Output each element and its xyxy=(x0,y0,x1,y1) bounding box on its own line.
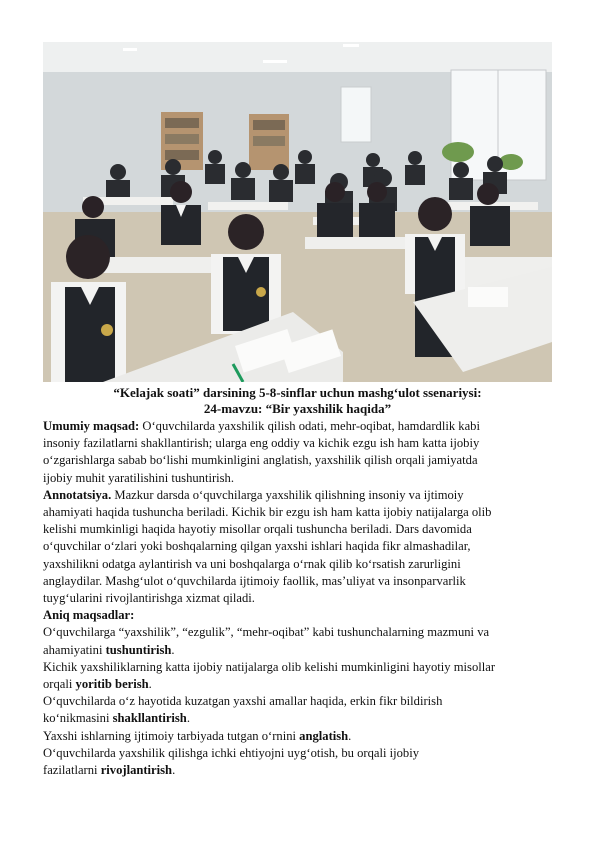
annotation-text: o‘quvchilar o‘zlari yoki boshqalarning qilgan yaxshi ishlari haqida fikr almashadilar, xyxy=(43,539,471,554)
annotation-paragraph xyxy=(43,487,555,504)
goal-text: O‘quvchilarda yaxshilik qilish odati, mehr-oqibat, hamdardlik kabi xyxy=(139,419,480,433)
goal-text: ijobiy muhit yaratilishini tushuntirish. xyxy=(43,470,235,485)
objective-item xyxy=(43,676,555,693)
objective-verb: shakllantirish xyxy=(112,711,187,726)
annotation-text: Mazkur darsda o‘quvchilarga yaxshilik qilishning insoniy va ijtimoiy xyxy=(111,487,464,502)
annotation-label: Annotatsiya. xyxy=(43,487,112,502)
objective-item xyxy=(43,710,555,727)
document-title-line2: 24-mavzu: “Bir yaxshilik haqida” xyxy=(203,401,392,416)
objective-verb: anglatish xyxy=(299,728,349,743)
document-body xyxy=(43,418,555,779)
annotation-text: tuyg‘ularini rivojlantirishga xizmat qiladi. xyxy=(43,591,255,606)
objective-verb: tushuntirish xyxy=(105,642,172,657)
goal-text: insoniy fazilatlarni shakllantirish; ularga eng oddiy va kichik ezgu ish ham katta ijobiy xyxy=(43,436,480,451)
classroom-photo xyxy=(43,42,552,382)
objective-item xyxy=(43,762,555,779)
annotation-text: anglaydilar. Mashg‘ulot o‘quvchilarda ijtimoiy faollik, mas’uliyat va insonparvarlik xyxy=(43,573,466,588)
period: . xyxy=(172,763,176,778)
objective-verb: rivojlantirish xyxy=(100,763,173,778)
goal-label: Umumiy maqsad: xyxy=(43,419,140,433)
goal-paragraph xyxy=(43,418,555,435)
objective-verb: yoritib berish xyxy=(75,677,149,692)
period: . xyxy=(186,711,190,726)
annotation-text: yaxshilikni odatga aylantirish va uni boshqalarga o‘rnak qilib ko‘rsatish zarurligini xyxy=(43,556,461,571)
objective-text: Yaxshi ishlarning ijtimoiy tarbiyada tutgan o‘rnini xyxy=(43,728,300,743)
goal-text: o‘zgarishlarga sabab bo‘lishi mumkinligini anglatish, yaxshilik qilish orqali jamiyatda xyxy=(43,453,478,468)
objective-text: orqali xyxy=(43,677,76,692)
period: . xyxy=(171,642,175,657)
period: . xyxy=(148,677,152,692)
objective-text: ahamiyatini xyxy=(43,642,106,657)
annotation-text: ahamiyati haqida tushuncha beriladi. Kichik bir ezgu ish ham katta ijobiy natijalarga olib xyxy=(43,505,492,520)
objective-item: O‘quvchilarga “yaxshilik”, “ezgulik”, “mehr-oqibat” kabi tushunchalarning mazmuni va xyxy=(43,625,490,640)
objective-text: ko‘nikmasini xyxy=(43,711,113,726)
period: . xyxy=(348,728,352,743)
objectives-heading xyxy=(43,607,555,624)
objective-item: O‘quvchilarda yaxshilik qilishga ichki ehtiyojni uyg‘otish, bu orqali ijobiy xyxy=(43,745,420,760)
objectives-label: Aniq maqsadlar: xyxy=(43,608,135,623)
document-title-line1: “Kelajak soati” darsining 5-8-sinflar uchun mashg‘ulot ssenariysi: xyxy=(113,385,482,400)
annotation-text: kelishi mumkinligi haqida hayotiy misollar orqali tushuncha beriladi. Dars davomida xyxy=(43,522,472,537)
objective-item: O‘quvchilarda o‘z hayotida kuzatgan yaxshi amallar haqida, erkin fikr bildirish xyxy=(43,694,443,709)
objective-text: fazilatlarni xyxy=(43,763,101,778)
objective-item: Kichik yaxshiliklarning katta ijobiy natijalarga olib kelishi mumkinligini hayotiy misollar xyxy=(43,659,496,674)
objective-item xyxy=(43,642,555,659)
objective-item xyxy=(43,728,555,745)
